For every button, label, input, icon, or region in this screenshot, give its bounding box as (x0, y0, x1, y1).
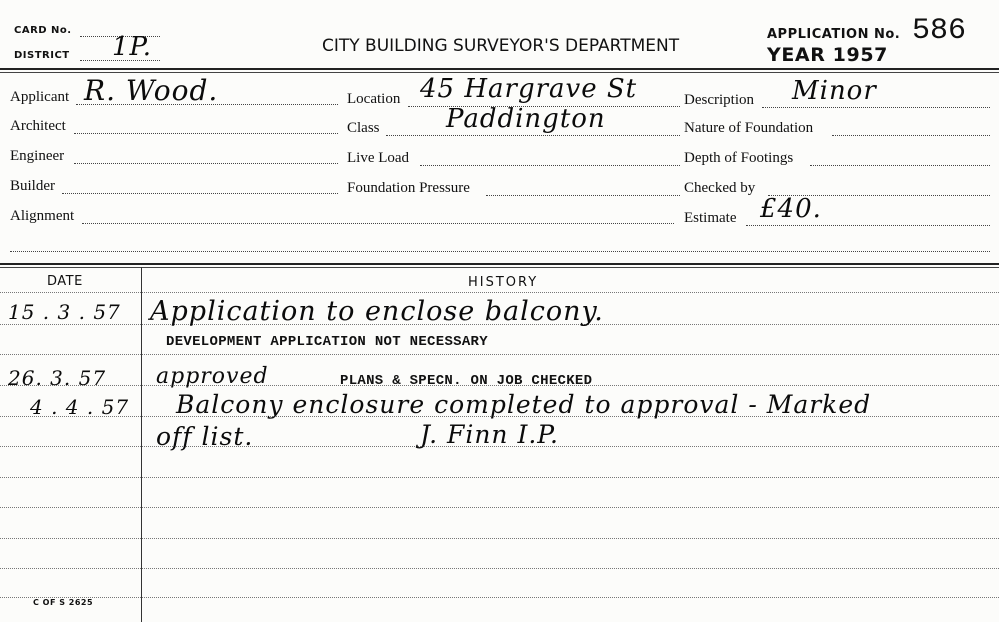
district-label: DISTRICT (14, 50, 70, 61)
checked-by-label: Checked by (684, 180, 756, 196)
history-divider-2 (0, 267, 999, 268)
builder-line (62, 193, 338, 194)
ruled-line (0, 597, 999, 598)
architect-line (74, 133, 338, 134)
entry-stamp: DEVELOPMENT APPLICATION NOT NECESSARY (166, 334, 488, 350)
department-title: CITY BUILDING SURVEYOR'S DEPARTMENT (322, 36, 680, 56)
alignment-line (82, 223, 674, 224)
ruled-line (0, 477, 999, 478)
architect-label: Architect (10, 118, 66, 134)
description-line (762, 107, 990, 108)
ruled-line (0, 568, 999, 569)
entry-text: Application to enclose balcony. (150, 296, 604, 327)
alignment-label: Alignment (10, 208, 75, 224)
header-divider-2 (0, 72, 999, 73)
depth-of-footings-label: Depth of Footings (684, 150, 794, 166)
history-divider (0, 263, 999, 265)
ruled-line (0, 292, 999, 293)
estimate-value: £40. (760, 194, 822, 224)
description-label: Description (684, 92, 754, 108)
year-label: YEAR 1957 (767, 44, 888, 66)
application-no-value: 586 (912, 14, 967, 48)
ruled-line (0, 354, 999, 355)
engineer-label: Engineer (10, 148, 65, 164)
foundation-pressure-line (486, 195, 680, 196)
entry-signature: J. Finn I.P. (420, 420, 559, 449)
application-no-label: APPLICATION No. (767, 27, 901, 42)
location-label: Location (347, 91, 401, 107)
depth-of-footings-line (810, 165, 990, 166)
entry-date: 4 . 4 . 57 (30, 395, 130, 419)
class-line (386, 135, 680, 136)
district-value: 1P. (112, 32, 153, 62)
entry-text: Balcony enclosure completed to approval - Marked (176, 390, 872, 419)
location-value-2: Paddington (446, 104, 606, 134)
extra-line (10, 251, 990, 252)
applicant-label: Applicant (10, 89, 70, 105)
nature-of-foundation-line (832, 135, 990, 136)
applicant-value: R. Wood. (84, 74, 219, 107)
live-load-line (420, 165, 680, 166)
class-label: Class (347, 120, 380, 136)
entry-date: 26. 3. 57 (8, 366, 107, 390)
entry-text: approved (156, 364, 269, 389)
date-column-header: DATE (47, 274, 83, 289)
live-load-label: Live Load (347, 150, 410, 166)
engineer-line (74, 163, 338, 164)
foundation-pressure-label: Foundation Pressure (347, 180, 470, 196)
ruled-line (0, 507, 999, 508)
estimate-line (746, 225, 990, 226)
header-divider (0, 68, 999, 70)
nature-of-foundation-label: Nature of Foundation (684, 120, 814, 136)
card-no-label: CARD No. (14, 25, 72, 36)
description-value: Minor (792, 76, 877, 106)
ruled-line (0, 538, 999, 539)
entry-date: 15 . 3 . 57 (8, 300, 121, 324)
entry-stamp: PLANS & SPECN. ON JOB CHECKED (340, 373, 593, 389)
entry-text-continued: off list. (156, 422, 254, 451)
form-number: C OF S 2625 (33, 598, 94, 607)
builder-label: Builder (10, 178, 55, 194)
history-column-header: HISTORY (468, 275, 539, 290)
location-value-1: 45 Hargrave St (420, 74, 638, 104)
estimate-label: Estimate (684, 210, 737, 226)
